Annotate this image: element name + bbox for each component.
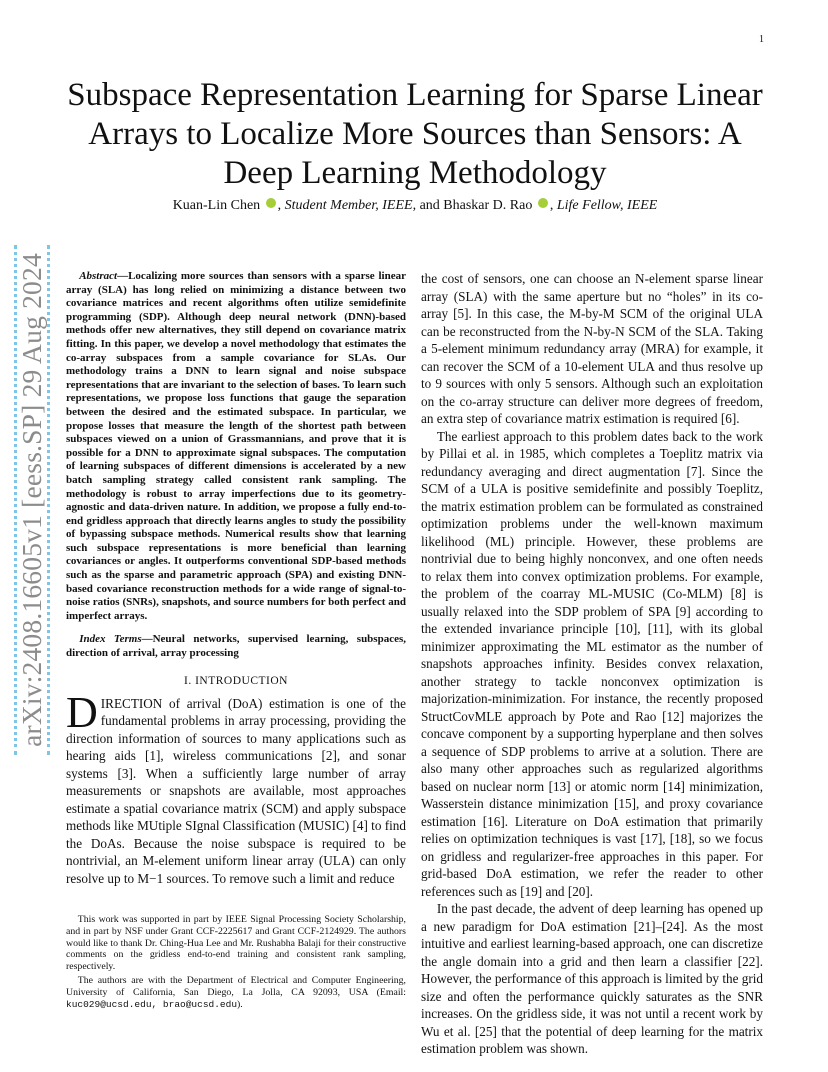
index-terms-lead: Index Terms (79, 633, 142, 646)
arxiv-stamp (14, 250, 50, 750)
orcid-icon[interactable] (538, 198, 548, 208)
author-line: Kuan-Lin Chen , Student Member, IEEE, and Bhaskar D. Rao , Life Fellow, IEEE (172, 198, 658, 213)
author1-name: Kuan-Lin Chen (172, 198, 261, 213)
paper-title: Subspace Representation Learning for Sparse Linear Arrays to Localize More Sources than Sensors: A Deep Learning Methodology (67, 77, 763, 191)
footnote-funding: This work was supported in part by IEEE Signal Processing Society Scholarship, and in part by NSF under Grant CCF-2225617 and Grant CCF-2124929. The authors would like to thank Dr. Ching-Hua Lee and Mr. Rushabha Balaji for their constructive comments on the gridless end-to-end training and consistent rank sampling, respectively. (66, 914, 406, 973)
index-terms (66, 633, 406, 660)
right-column (421, 270, 763, 1058)
right-paragraph-2: The earliest approach to this problem dates back to the work by Pillai et al. in 1985, which completes a Toeplitz matrix via redundancy averaging and direct augmentation [7]. Since the SCM of a ULA is positive semidefinite and possibly Toeplitz, the matrix estimation problem can be formulated as constrained optimization problems under the well-known maximum likelihood (ML) principle. However, these problems are nontrivial due to being highly nonconvex, and one often needs to relax them into convex optimization problems. For example, the problem of the coarray ML-MUSIC (Co-MLM) [8] is usually relaxed into the SDP problem of SPA [9] according to the extended invariance principle [10], [11], with its global minimizer approximating the ML estimator as the number of snapshots approaches infinity. Besides convex relaxation, another strategy to tackle nonconvex optimization is majorization-minimization. For instance, the recently proposed StructCovMLE approach by Pote and Rao [12] majorizes the concave component by a supporting hyperplane and then solves a sequence of SDP problems to arrive at a solution. There are also many other approaches such as regularized algorithms based on nuclear norm [13] or atomic norm [14] minimization, Wasserstein distance minimization [15], and proxy covariance estimation [16]. Literature on DoA estimation that primarily relies on optimization techniques is vast [17], [18], so we focus on gridless and regularizer-free approaches in this paper. For grid-based DoA estimation, we refer the reader to other references such as [19] and [20]. (421, 428, 763, 899)
footnote-affiliation: The authors are with the Department of Electrical and Computer Engineering, University of California, San Diego, La Jolla, CA 92093, USA (Email: kuc029@ucsd.edu, brao@ucsd.edu). (66, 974, 406, 1010)
author2-role: Life Fellow, IEEE (556, 198, 658, 213)
index-terms-text: —Neural networks, supervised learning, subspaces, direction of arrival, array processing (66, 633, 406, 660)
author-and: and Bhaskar D. Rao (419, 198, 533, 213)
abstract (66, 270, 406, 623)
abstract-lead: Abstract (79, 270, 118, 282)
left-column (66, 270, 406, 887)
intro-first-paragraph-text: IRECTION of arrival (DoA) estimation is one of the fundamental problems in array processing, providing the direction information of sources to many applications such as hearing aids [1], wireless communications [2], and sonar systems [3]. When a sufficiently large number of array measurements or snapshots are available, most approaches estimate a spatial covariance matrix (SCM) and apply subspace methods like MUtiple SIgnal Classification (MUSIC) [4] to find the DoAs. Because the noise subspace is required to be nontrivial, an M-element uniform linear array (ULA) can only resolve up to M−1 sources. To remove such a limit and reduce (66, 695, 406, 886)
page-number: 1 (759, 34, 764, 45)
orcid-icon[interactable] (266, 198, 276, 208)
section-heading-introduction: I. INTRODUCTION (184, 674, 288, 687)
intro-first-paragraph (66, 687, 406, 888)
right-paragraph-1: the cost of sensors, one can choose an N-element sparse linear array (SLA) with the same aperture but no “holes” in its co-array [5]. In this case, the M-by-M SCM of the original ULA can be reconstructed from the N-by-N SCM of the SLA. Taking a 5-element minimum redundancy array (MRA) for example, it can recover the SCM of a 10-element ULA and thus resolve up to 9 sources with only 5 sensors. Although such an exploitation on the co-array structure can deliver more degrees of freedom, an extra step of covariance matrix estimation is required [6]. (421, 271, 763, 426)
author-emails[interactable]: kuc029@ucsd.edu, brao@ucsd.edu (66, 998, 238, 1010)
abstract-text: —Localizing more sources than sensors with a sparse linear array (SLA) has long relied on minimizing a distance between two covariance matrices and recent algorithms often utilize semidefinite programming (SDP). Although deep neural network (DNN)-based methods offer new alternatives, they still depend on covariance matrix fitting. In this paper, we develop a novel methodology that estimates the co-array subspaces from a sample covariance for SLAs. Our methodology trains a DNN to learn signal and noise subspace representations that are invariant to the selection of bases. To learn such representations, we propose loss functions that gauge the separation between the desired and the estimated subspace. In particular, we propose losses that measure the length of the shortest path between subspaces viewed on a union of Grassmannians, and prove that it is possible for a DNN to approximate signal subspaces. The computation of learning subspaces of different dimensions is accelerated by a new batch sampling strategy called consistent rank sampling. The methodology is robust to array imperfections due to its geometry-agnostic and data-driven nature. In addition, we propose a fully end-to-end gridless approach that directly learns angles to study the possibility of bypassing subspace methods. Numerical results show that learning such subspace representations is more beneficial than learning covariances or angles. It outperforms conventional SDP-based methods such as the sparse and parametric approach (SPA) and existing DNN-based covariance reconstruction methods for a wide range of signal-to-noise ratios (SNRs), snapshots, and source numbers for both perfect and imperfect arrays. (66, 270, 406, 622)
dropcap-letter: D (66, 687, 98, 737)
footnotes (66, 914, 406, 1012)
arxiv-stamp-text[interactable]: arXiv:2408.16605v1 [eess.SP] 29 Aug 2024 (16, 253, 47, 747)
right-paragraph-3: In the past decade, the advent of deep learning has opened up a new paradigm for DoA estimation [21]–[24]. As the most intuitive and earliest learning-based approach, one can discretize the angle domain into a grid and then learn a classifier [22]. However, the performance of this approach is limited by the grid size and often the performance quickly saturates as the SNR increases. On the gridless side, it was not until a recent work by Wu et al. [25] that the potential of deep learning for the matrix estimation problem was shown. (421, 901, 763, 1056)
author1-role: Student Member, IEEE, (284, 198, 417, 213)
